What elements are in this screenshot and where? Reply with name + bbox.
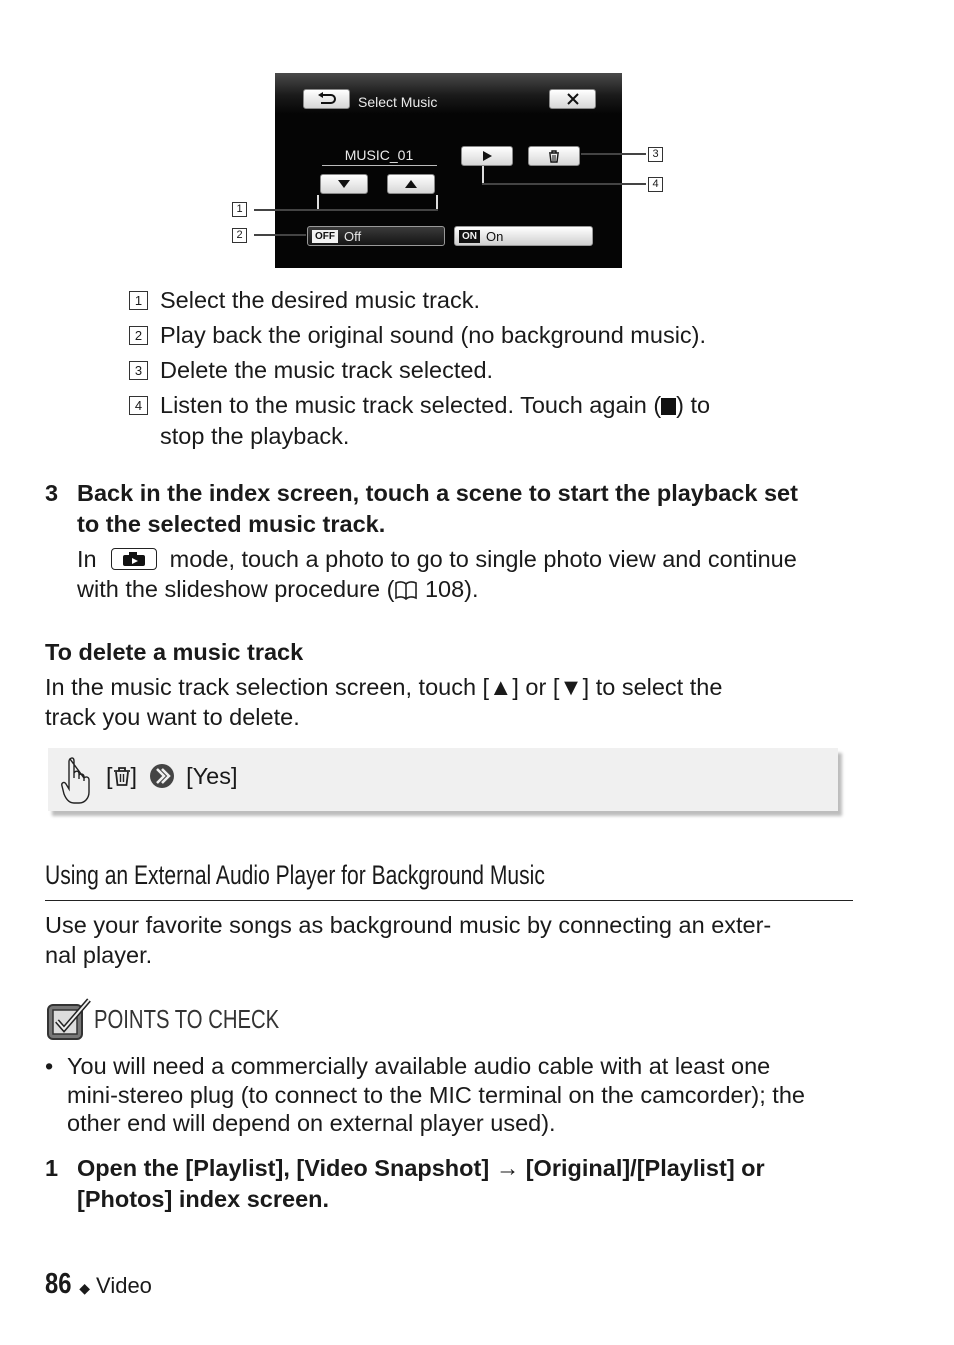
callout-2-line [254,234,306,236]
back-button[interactable] [303,89,350,109]
next-track-button[interactable] [387,174,435,194]
callout-1-line [254,209,438,211]
bracket-close: ] [130,763,138,789]
track-name: MUSIC_01 [344,147,414,163]
callout-1-marker: 1 [232,202,247,217]
footer-separator: ◆ [79,1280,91,1296]
off-tag: OFF [312,230,338,243]
down-triangle-symbol: ▼ [559,674,583,700]
callout-4-stem [482,166,484,184]
delete-track-instructions-line1 [45,672,722,702]
page-number: 86 [45,1268,72,1300]
legend-item-4-line1 [160,390,710,420]
legend-item-4-text-b: ) to [676,392,711,418]
step-3-note-line2 [77,574,479,604]
up-triangle-icon [405,180,417,188]
callout-4-line [482,183,646,185]
checkmark-badge-icon [45,997,93,1043]
screen-title: Select Music [358,94,438,110]
step-3-note-line2-b: 108). [424,576,479,602]
legend-number-2: 2 [129,326,148,345]
up-triangle-symbol: ▲ [489,674,513,700]
external-intro-line1: Use your favorite songs as background music by connecting an exter- [45,912,772,938]
delete-track-button[interactable] [528,146,580,166]
bullet-line2: mini-stereo plug (to connect to the MIC terminal on the camcorder); the [67,1082,805,1108]
step-3-number: 3 [45,480,59,506]
step-3-line1: Back in the index screen, touch a scene to start the playback set [77,480,798,506]
stop-square-icon [661,398,676,415]
play-icon [483,151,492,161]
points-to-check-label: POINTS TO CHECK [94,1004,280,1034]
legend-item-2: Play back the original sound (no background music). [160,322,707,348]
delete-track-instructions-line2: track you want to delete. [45,704,300,730]
step-3-note-line1 [77,544,797,574]
bullet-marker: • [45,1053,54,1079]
delete-text-b: ] or [ [512,674,560,700]
bgm-off-toggle[interactable] [307,226,445,246]
select-music-screen-illustration [275,73,622,268]
step-1-line1: Open the [Playlist], [Video Snapshot] → [Original]/[Playlist] or [77,1155,765,1181]
bgm-on-toggle[interactable] [454,226,593,246]
close-button[interactable] [549,89,596,109]
play-button[interactable] [461,146,513,166]
step-3-note-in: In [77,546,97,572]
section-divider [45,900,853,901]
bullet-line3: other end will depend on external player used). [67,1110,556,1136]
bullet-line1: You will need a commercially available audio cable with at least one [67,1053,771,1079]
callout-3-marker: 3 [648,147,663,162]
yes-option: [Yes] [186,763,238,789]
callout-4-marker: 4 [648,177,663,192]
page-footer [45,1268,152,1301]
trash-icon [113,766,131,786]
legend-number-4: 4 [129,396,148,415]
delete-track-heading: To delete a music track [45,639,304,665]
external-audio-heading: Using an External Audio Player for Background Music [45,860,545,890]
photo-mode-icon [111,548,157,570]
trash-icon [548,150,560,163]
off-label: Off [344,228,362,244]
legend-item-3: Delete the music track selected. [160,357,494,383]
step-3-note-line2-a: with the slideshow procedure ( [77,576,395,602]
track-name-underline [322,165,437,166]
delete-text-a: In the music track selection screen, touch [ [45,674,490,700]
delete-text-c: ] to select the [582,674,723,700]
legend-number-1: 1 [129,291,148,310]
step-1-number: 1 [45,1155,59,1181]
legend-item-4-line2: stop the playback. [160,423,350,449]
step-3-note-rest: mode, touch a photo to go to single photo view and continue [169,546,797,572]
on-label: On [486,228,504,244]
previous-track-button[interactable] [320,174,368,194]
legend-item-1: Select the desired music track. [160,287,480,313]
step-1-line2: [Photos] index screen. [77,1186,330,1212]
close-icon [567,93,579,105]
on-tag: ON [459,230,480,243]
back-arrow-icon [316,92,338,106]
down-triangle-icon [338,180,350,188]
camera-icon [123,552,145,566]
operation-sequence [106,761,238,791]
chevron-right-icon [148,764,176,788]
footer-section: Video [96,1273,152,1298]
callout-3-line [581,153,646,155]
operation-steps-box [48,748,838,811]
hand-pointer-icon [61,756,91,806]
legend-number-3: 3 [129,361,148,380]
external-intro-line2: nal player. [45,942,153,968]
legend-item-4-text-a: Listen to the music track selected. Touch again ( [160,392,662,418]
step-3-line2: to the selected music track. [77,511,386,537]
book-reference-icon [394,580,418,600]
callout-2-marker: 2 [232,228,247,243]
bracket-open: [ [106,763,113,789]
